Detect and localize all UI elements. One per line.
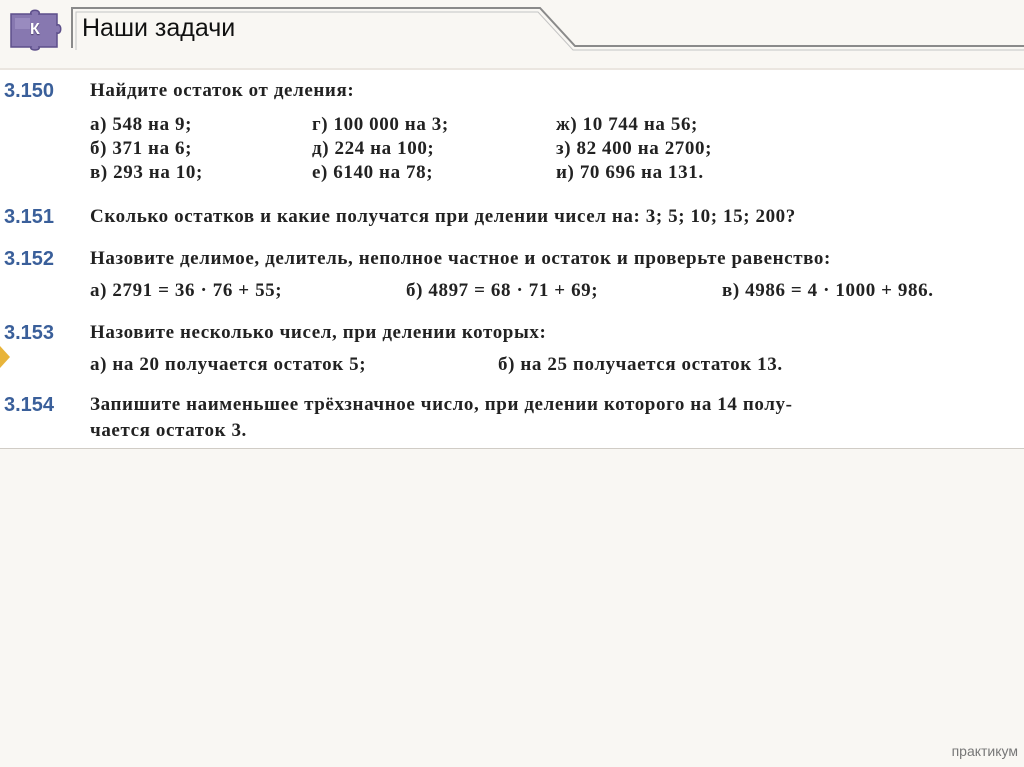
subitem: в) 4986 = 4 · 1000 + 986. xyxy=(722,280,934,301)
footer-label: практикум xyxy=(951,743,1018,759)
textbook-excerpt xyxy=(0,70,1024,449)
pointer-marker xyxy=(0,346,10,368)
subitem: в) 293 на 10; xyxy=(90,162,203,183)
subitem: з) 82 400 на 2700; xyxy=(556,138,713,159)
logo-letter: К xyxy=(30,21,40,38)
subitem: б) на 25 получается остаток 13. xyxy=(498,354,783,375)
problem-text-line: чается остаток 3. xyxy=(90,420,247,441)
subitem: а) 548 на 9; xyxy=(90,114,193,135)
subitem: а) 2791 = 36 · 76 + 55; xyxy=(90,280,283,301)
problem-number: 3.152 xyxy=(4,248,55,270)
subitem: а) на 20 получается остаток 5; xyxy=(90,354,367,375)
subitem: д) 224 на 100; xyxy=(312,138,435,159)
subitem: ж) 10 744 на 56; xyxy=(556,114,698,135)
problem-text: Найдите остаток от деления: xyxy=(90,80,355,101)
problem-number: 3.153 xyxy=(4,322,55,344)
slide-title: Наши задачи xyxy=(82,14,236,42)
puzzle-logo xyxy=(8,9,64,51)
subitem: г) 100 000 на 3; xyxy=(312,114,449,135)
problem-text: Сколько остатков и какие получатся при делении чисел на: 3; 5; 10; 15; 200? xyxy=(90,206,796,227)
slide-header xyxy=(0,0,1024,70)
subitem: е) 6140 на 78; xyxy=(312,162,434,183)
subitem: б) 4897 = 68 · 71 + 69; xyxy=(406,280,599,301)
problem-number: 3.150 xyxy=(4,80,55,102)
problem-number: 3.154 xyxy=(4,394,55,416)
problem-text: Назовите делимое, делитель, неполное частное и остаток и проверьте равенство: xyxy=(90,248,831,269)
problem-number: 3.151 xyxy=(4,206,55,228)
subitem: б) 371 на 6; xyxy=(90,138,193,159)
problem-text-line: Запишите наименьшее трёхзначное число, при делении которого на 14 полу- xyxy=(90,394,793,415)
problem-text: Назовите несколько чисел, при делении которых: xyxy=(90,322,547,343)
subitem: и) 70 696 на 131. xyxy=(556,162,704,183)
